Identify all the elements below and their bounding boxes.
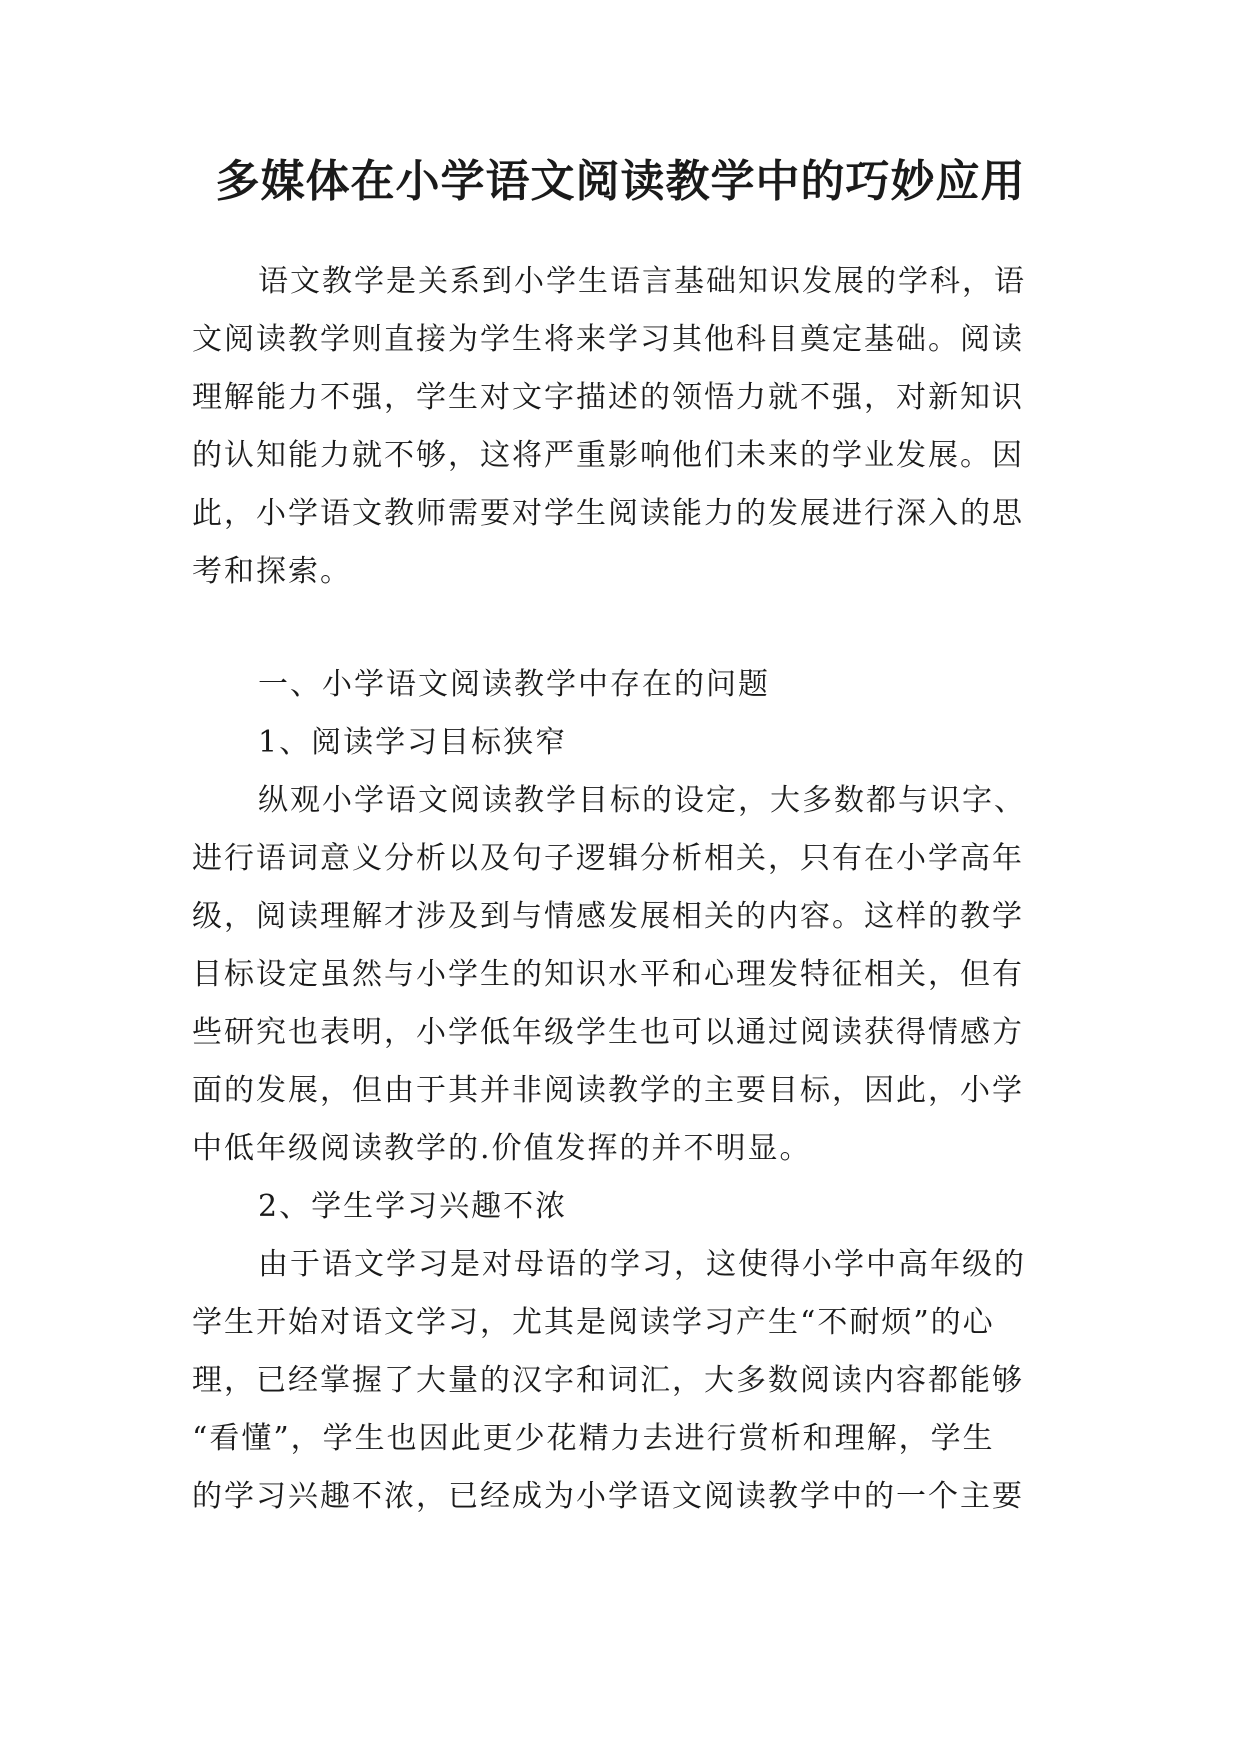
document-title: 多媒体在小学语文阅读教学中的巧妙应用 xyxy=(215,156,1026,207)
paragraph-line: 中低年级阅读教学的.价值发挥的并不明显。 xyxy=(192,1131,812,1166)
paragraph-line: “看懂”，学生也因此更少花精力去进行赏析和理解，学生 xyxy=(192,1421,995,1456)
paragraph-line: 的认知能力就不够，这将严重影响他们未来的学业发展。因 xyxy=(192,438,1024,473)
paragraph-line: 理，已经掌握了大量的汉字和词汇，大多数阅读内容都能够 xyxy=(192,1363,1024,1398)
paragraph-line: 由于语文学习是对母语的学习，这使得小学中高年级的 xyxy=(258,1247,1026,1282)
paragraph-line: 此，小学语文教师需要对学生阅读能力的发展进行深入的思 xyxy=(192,496,1024,531)
paragraph-line: 面的发展，但由于其并非阅读教学的主要目标，因此，小学 xyxy=(192,1073,1024,1108)
paragraph-line: 目标设定虽然与小学生的知识水平和心理发特征相关，但有 xyxy=(192,957,1024,992)
paragraph-line: 语文教学是关系到小学生语言基础知识发展的学科，语 xyxy=(258,264,1026,299)
paragraph-line: 些研究也表明，小学低年级学生也可以通过阅读获得情感方 xyxy=(192,1015,1024,1050)
section-heading: 一、小学语文阅读教学中存在的问题 xyxy=(258,667,770,702)
paragraph-line: 文阅读教学则直接为学生将来学习其他科目奠定基础。阅读 xyxy=(192,322,1024,357)
paragraph-line: 学生开始对语文学习，尤其是阅读学习产生“不耐烦”的心 xyxy=(192,1305,995,1340)
paragraph-line: 考和探索。 xyxy=(192,554,352,589)
subsection-heading: 2、学生学习兴趣不浓 xyxy=(258,1189,568,1224)
paragraph-line: 级，阅读理解才涉及到与情感发展相关的内容。这样的教学 xyxy=(192,899,1024,934)
paragraph-line: 理解能力不强，学生对文字描述的领悟力就不强，对新知识 xyxy=(192,380,1024,415)
paragraph-line: 进行语词意义分析以及句子逻辑分析相关，只有在小学高年 xyxy=(192,841,1024,876)
subsection-heading: 1、阅读学习目标狭窄 xyxy=(258,725,568,760)
paragraph-line: 的学习兴趣不浓，已经成为小学语文阅读教学中的一个主要 xyxy=(192,1479,1024,1514)
paragraph-line: 纵观小学语文阅读教学目标的设定，大多数都与识字、 xyxy=(258,783,1026,818)
